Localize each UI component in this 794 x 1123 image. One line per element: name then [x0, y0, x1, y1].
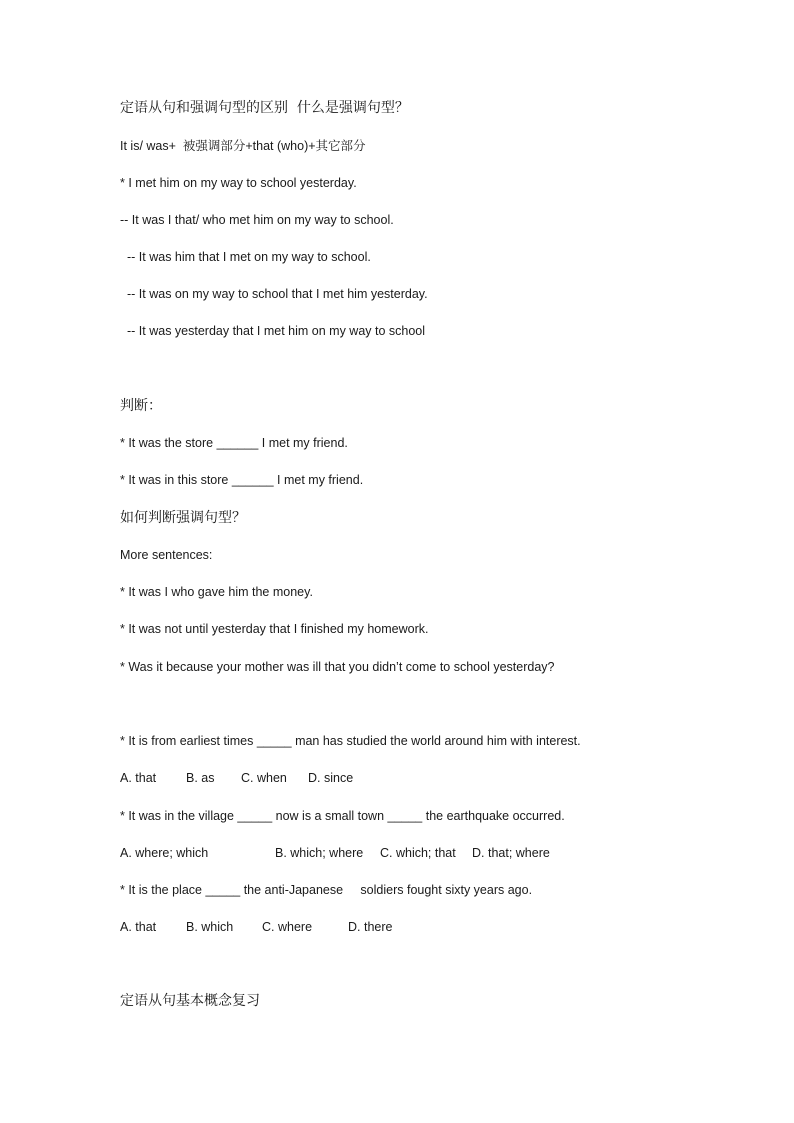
question-1-option-b: B. as — [186, 771, 215, 785]
question-3-stem: * It is the place _____ the anti-Japanese soldiers fought sixty years ago. — [120, 883, 533, 897]
structure-line: It is/ was+ 被强调部分+that (who)+其它部分 — [120, 139, 366, 153]
judge-item-2: * It was in this store ______ I met my friend. — [120, 473, 364, 487]
emphasis-example-4: -- It was yesterday that I met him on my way to school — [127, 324, 426, 338]
judge-heading: 判断： — [120, 398, 162, 414]
more-item-1: * It was I who gave him the money. — [120, 585, 313, 599]
question-2-option-c: C. which; that — [380, 846, 456, 860]
question-3-option-d: D. there — [348, 920, 393, 934]
question-2-stem: * It was in the village _____ now is a small town _____ the earthquake occurred. — [120, 809, 565, 823]
emphasis-example-1: -- It was I that/ who met him on my way to school. — [120, 213, 394, 227]
judge-item-1: * It was the store ______ I met my friend. — [120, 436, 348, 450]
emphasis-example-2: -- It was him that I met on my way to school. — [127, 250, 371, 264]
how-heading: 如何判断强调句型？ — [120, 510, 246, 526]
question-1-stem: * It is from earliest times _____ man has studied the world around him with interest. — [120, 734, 581, 748]
more-heading: More sentences: — [120, 548, 213, 562]
question-1-option-a: A. that — [120, 771, 157, 785]
review-heading: 定语从句基本概念复习 — [120, 993, 260, 1009]
title-line: 定语从句和强调句型的区别 什么是强调句型？ — [120, 100, 409, 116]
question-2-option-a: A. where; which — [120, 846, 209, 860]
more-item-3: * Was it because your mother was ill that you didn’t come to school yesterday? — [120, 660, 555, 674]
example-sentence: * I met him on my way to school yesterday. — [120, 176, 357, 190]
question-3-option-b: B. which — [186, 920, 234, 934]
question-3-option-c: C. where — [262, 920, 313, 934]
more-item-2: * It was not until yesterday that I finished my homework. — [120, 622, 429, 636]
question-1-option-d: D. since — [308, 771, 354, 785]
emphasis-example-3: -- It was on my way to school that I met him yesterday. — [127, 287, 428, 301]
question-3-option-a: A. that — [120, 920, 157, 934]
question-2-option-b: B. which; where — [275, 846, 364, 860]
question-2-option-d: D. that; where — [472, 846, 550, 860]
question-1-option-c: C. when — [241, 771, 287, 785]
